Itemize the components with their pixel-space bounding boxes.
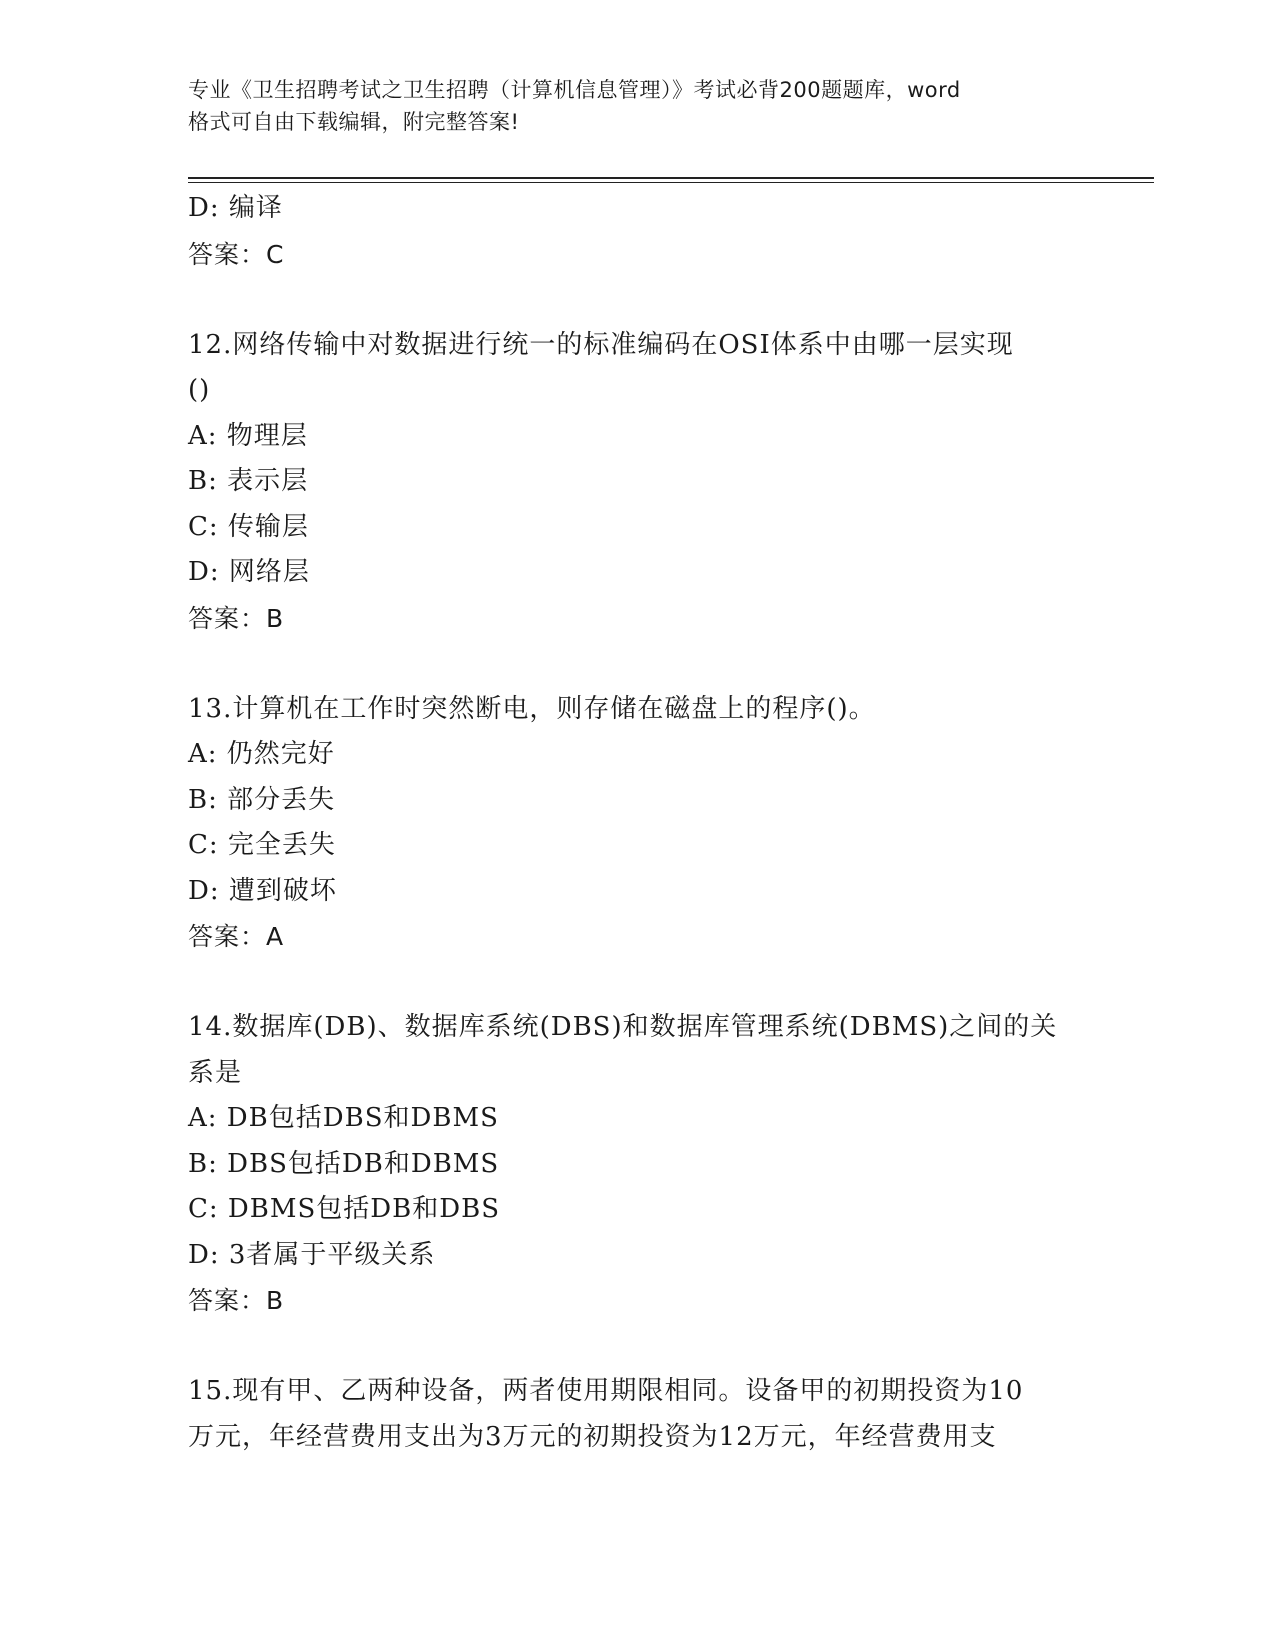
- q14-option-c: C: DBMS包括DB和DBS: [188, 1194, 501, 1224]
- q12-option-a: A: 物理层: [188, 420, 308, 451]
- spacer: [188, 960, 1088, 1006]
- spacer: [188, 641, 1088, 687]
- q12-stem-line-1: 12.网络传输中对数据进行统一的标准编码在OSI体系中由哪一层实现: [188, 329, 1014, 360]
- spacer: [188, 277, 1088, 323]
- page-header: [188, 74, 1088, 138]
- q14-answer: 答案：B: [188, 1286, 285, 1315]
- q13-stem-line-1: 13.计算机在工作时突然断电，则存储在磁盘上的程序()。: [188, 693, 876, 724]
- q14-stem-line-1: 14.数据库(DB)、数据库系统(DBS)和数据库管理系统(DBMS)之间的关: [188, 1012, 1058, 1042]
- q12-option-d: D: 网络层: [188, 557, 310, 587]
- header-line-2: 格式可自由下载编辑，附完整答案!: [188, 110, 520, 134]
- q14-option-a: A: DB包括DBS和DBMS: [188, 1103, 499, 1133]
- q13-option-c: C: 完全丢失: [188, 830, 336, 860]
- header-divider: [188, 177, 1154, 183]
- q12-option-b: B: 表示层: [188, 466, 309, 496]
- q15-stem-line-2: 万元，年经营费用支出为3万元的初期投资为12万元，年经营费用支: [188, 1421, 997, 1452]
- q11-answer: 答案：C: [188, 239, 285, 269]
- q11-option-d: D: 编译: [188, 193, 283, 223]
- q14-stem-line-2: 系是: [188, 1057, 243, 1088]
- q14-option-d: D: 3者属于平级关系: [188, 1239, 436, 1270]
- q13-answer: 答案：A: [188, 922, 285, 951]
- q13-option-b: B: 部分丢失: [188, 784, 336, 815]
- q14-option-b: B: DBS包括DB和DBMS: [188, 1148, 500, 1179]
- q13-option-a: A: 仍然完好: [188, 739, 335, 769]
- q12-stem-line-2: (): [188, 375, 211, 405]
- q12-option-c: C: 传输层: [188, 511, 309, 542]
- header-line-1: 专业《卫生招聘考试之卫生招聘（计算机信息管理）》考试必背200题题库，word: [188, 78, 961, 102]
- q13-option-d: D: 遭到破坏: [188, 875, 337, 906]
- q12-answer: 答案：B: [188, 603, 285, 633]
- spacer: [188, 1324, 1088, 1370]
- q15-stem-line-1: 15.现有甲、乙两种设备，两者使用期限相同。设备甲的初期投资为10: [188, 1376, 1024, 1406]
- document-body: [188, 186, 1088, 1460]
